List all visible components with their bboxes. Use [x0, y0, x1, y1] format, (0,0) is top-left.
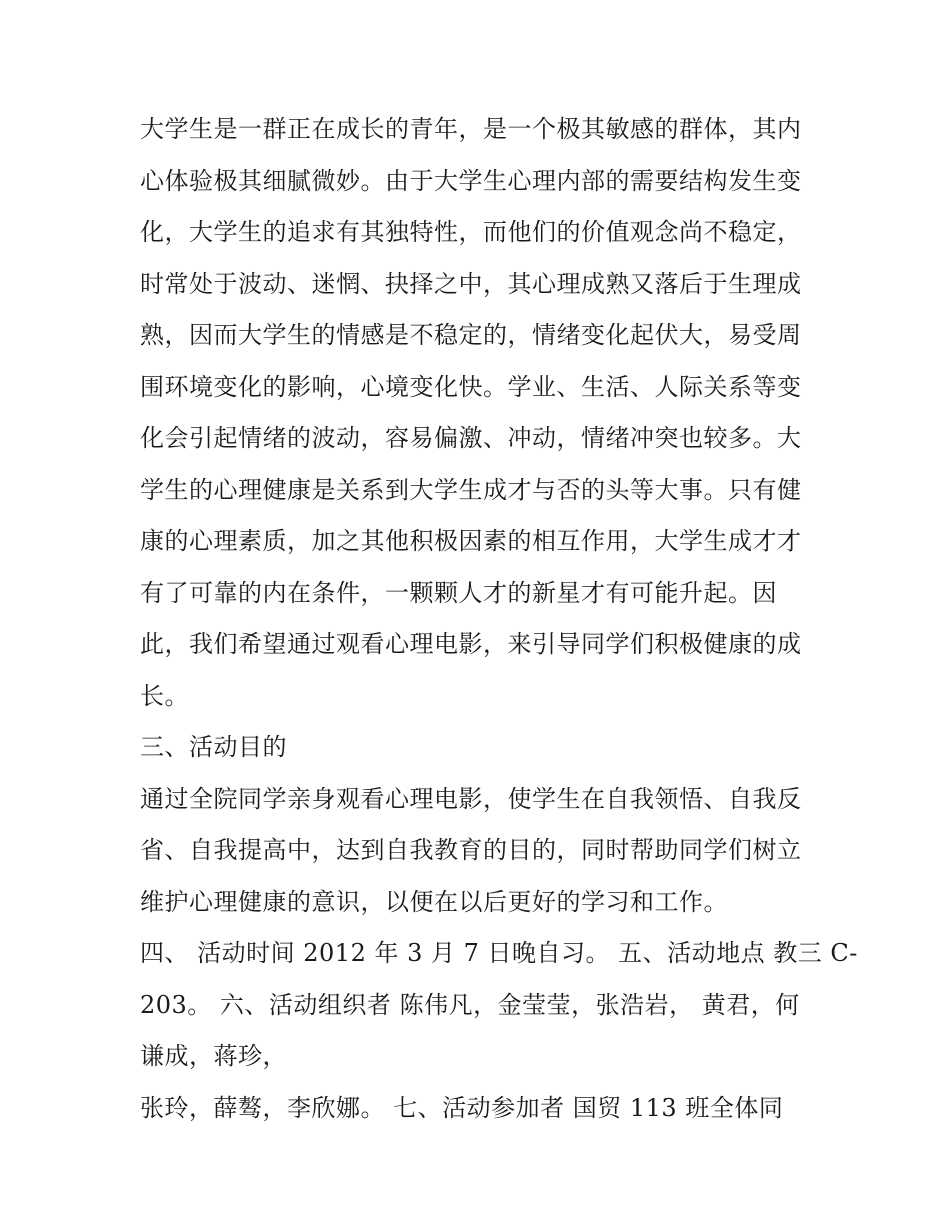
- text-line: 围环境变化的影响，心境变化快。学业、生活、人际关系等变: [140, 372, 802, 401]
- text-line: 康的心理素质，加之其他积极因素的相互作用，大学生成才才: [140, 527, 802, 555]
- text-line: 有了可靠的内在条件，一颗颗人才的新星才有可能升起。因: [140, 578, 777, 607]
- text-line: 维护心理健康的意识，以便在以后更好的学习和工作。: [140, 887, 728, 916]
- text-line: 此，我们希望通过观看心理电影，来引导同学们积极健康的成: [140, 630, 802, 658]
- text-line: 通过全院同学亲身观看心理电影，使学生在自我领悟、自我反: [140, 784, 802, 813]
- text-line: 学生的心理健康是关系到大学生成才与否的头等大事。只有健: [140, 475, 802, 504]
- text-line: 省、自我提高中，达到自我教育的目的，同时帮助同学们树立: [140, 836, 802, 864]
- document-body: [140, 104, 858, 1134]
- text-line: 熟，因而大学生的情感是不稳定的，情绪变化起伏大，易受周: [140, 321, 802, 349]
- text-line: 心体验极其细腻微妙。由于大学生心理内部的需要结构发生变: [140, 166, 802, 195]
- text-line: 时常处于波动、迷惘、抉择之中，其心理成熟又落后于生理成: [140, 269, 802, 298]
- text-line: 化会引起情绪的波动，容易偏激、冲动，情绪冲突也较多。大: [140, 424, 802, 452]
- text-line: 长。: [140, 681, 189, 710]
- text-line: 203。 六、活动组织者 陈伟凡，金莹莹，张浩岩， 黄君，何: [140, 990, 800, 1019]
- text-line: 化，大学生的追求有其独特性，而他们的价值观念尚不稳定，: [140, 218, 802, 246]
- text-line: 四、 活动时间 2012 年 3 月 7 日晚自习。 五、活动地点 教三 C-: [140, 939, 858, 967]
- text-line: 张玲，薛骜，李欣娜。 七、活动参加者 国贸 113 班全体同: [140, 1093, 784, 1122]
- section-heading: 三、活动目的: [140, 733, 287, 761]
- text-line: 谦成，蒋珍，: [140, 1042, 287, 1070]
- text-line: 大学生是一群正在成长的青年，是一个极其敏感的群体，其内: [140, 115, 802, 143]
